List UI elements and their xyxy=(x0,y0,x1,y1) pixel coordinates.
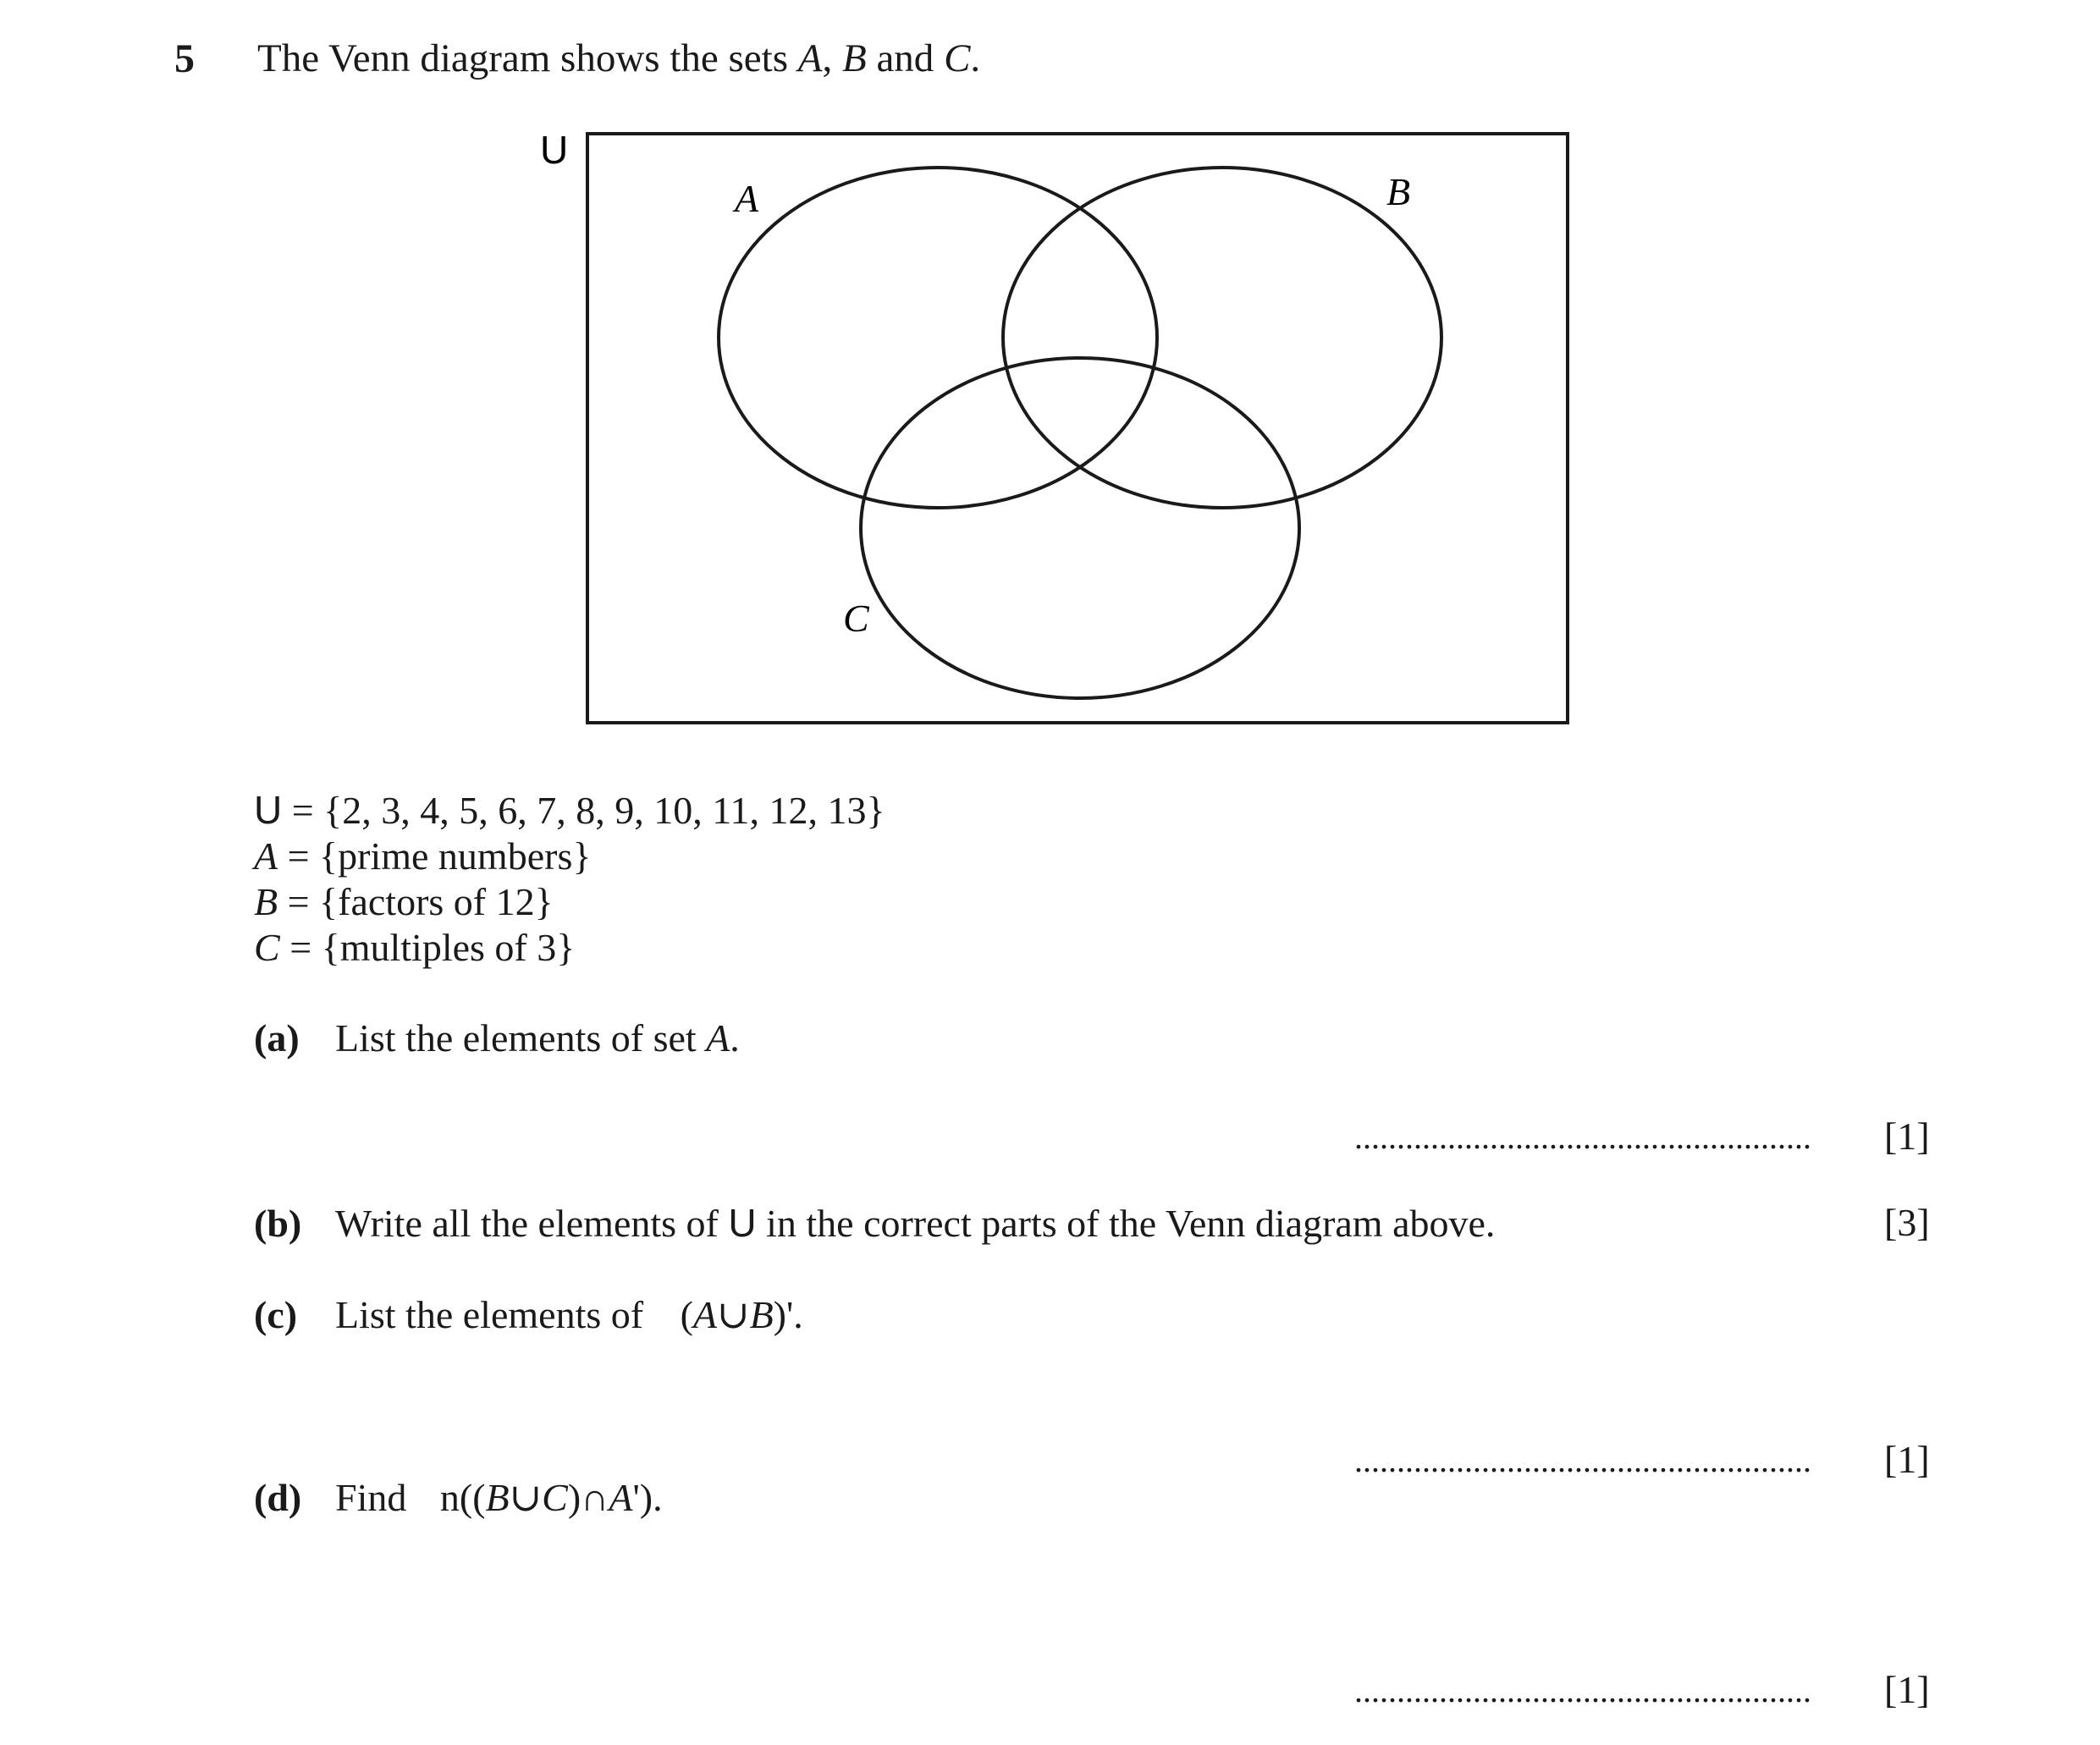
intro-set-a: A xyxy=(797,36,823,80)
part-c-label: (c) xyxy=(254,1293,298,1336)
set-a-definition xyxy=(254,834,885,879)
part-d-marks: [1] xyxy=(1884,1668,1930,1711)
set-b-definition xyxy=(254,879,885,925)
part-a-answer-line[interactable]: ...................................................... xyxy=(1354,1118,1811,1156)
part-c-marks: [1] xyxy=(1884,1438,1930,1481)
part-b-question xyxy=(254,1200,1495,1246)
universal-definition xyxy=(254,787,885,834)
part-a-marks: [1] xyxy=(1884,1115,1930,1158)
intro-comma: , xyxy=(822,36,842,80)
part-d-answer-line[interactable]: ...................................................... xyxy=(1354,1671,1811,1709)
set-a-label: A xyxy=(735,177,759,220)
set-a-symbol: A xyxy=(254,834,278,878)
part-d-expr-end: '). xyxy=(632,1476,663,1519)
part-b-text: Write all the elements of xyxy=(335,1202,729,1245)
set-b-label: B xyxy=(1386,170,1411,213)
part-d-union: ∪ xyxy=(509,1476,543,1519)
universal-set-box xyxy=(587,134,1568,723)
set-a-rule: = {prime numbers} xyxy=(278,834,592,878)
part-d-expr-c: C xyxy=(542,1476,568,1519)
part-b-marks: [3] xyxy=(1884,1201,1930,1244)
set-definitions xyxy=(254,787,885,971)
part-d-question xyxy=(254,1474,663,1520)
intro-text: The Venn diagram shows the sets xyxy=(257,36,798,80)
part-c-expr-a: A xyxy=(692,1293,718,1336)
intro-set-c: C xyxy=(944,36,971,80)
universal-symbol: U xyxy=(254,788,283,832)
part-b-universal-symbol: U xyxy=(728,1201,757,1245)
part-c-answer-line[interactable]: ...................................................... xyxy=(1354,1441,1811,1479)
part-c-expr-b: B xyxy=(749,1293,774,1336)
part-c-expr-open: ( xyxy=(680,1293,693,1336)
part-a-question xyxy=(254,1016,740,1060)
set-b-circle xyxy=(1003,168,1441,508)
intro-set-b: B xyxy=(841,36,867,80)
part-b-label: (b) xyxy=(254,1202,302,1245)
part-c-union: ∪ xyxy=(717,1293,750,1336)
part-c-expr-close: )'. xyxy=(773,1293,803,1336)
intro-and: and xyxy=(866,36,945,80)
set-c-label: C xyxy=(843,597,869,640)
intro-period: . xyxy=(970,36,981,80)
part-d-text: Find xyxy=(335,1476,416,1519)
set-c-definition xyxy=(254,925,885,971)
universal-label: U xyxy=(540,128,569,172)
part-c-text: List the elements of xyxy=(335,1293,653,1336)
part-d-expr-a: A xyxy=(609,1476,633,1519)
set-b-symbol: B xyxy=(254,880,278,923)
part-a-period: . xyxy=(730,1016,740,1060)
part-a-label: (a) xyxy=(254,1016,300,1060)
part-d-expr-n: n(( xyxy=(439,1476,486,1519)
set-c-symbol: C xyxy=(254,926,280,969)
set-b-rule: = {factors of 12} xyxy=(278,880,554,923)
set-c-rule: = {multiples of 3} xyxy=(279,926,576,969)
part-d-label: (d) xyxy=(254,1476,302,1519)
part-d-intersection: )∩ xyxy=(567,1476,609,1519)
set-a-circle xyxy=(719,168,1157,508)
part-a-text: List the elements of set xyxy=(335,1016,707,1060)
universal-elements: = {2, 3, 4, 5, 6, 7, 8, 9, 10, 11, 12, 13} xyxy=(282,789,885,832)
set-c-circle xyxy=(861,358,1299,698)
part-c-question xyxy=(254,1291,803,1337)
part-d-expr-b: B xyxy=(485,1476,510,1519)
question-number: 5 xyxy=(174,36,195,81)
part-b-text-end: in the correct parts of the Venn diagram above. xyxy=(756,1202,1496,1245)
part-a-set: A xyxy=(706,1016,730,1060)
